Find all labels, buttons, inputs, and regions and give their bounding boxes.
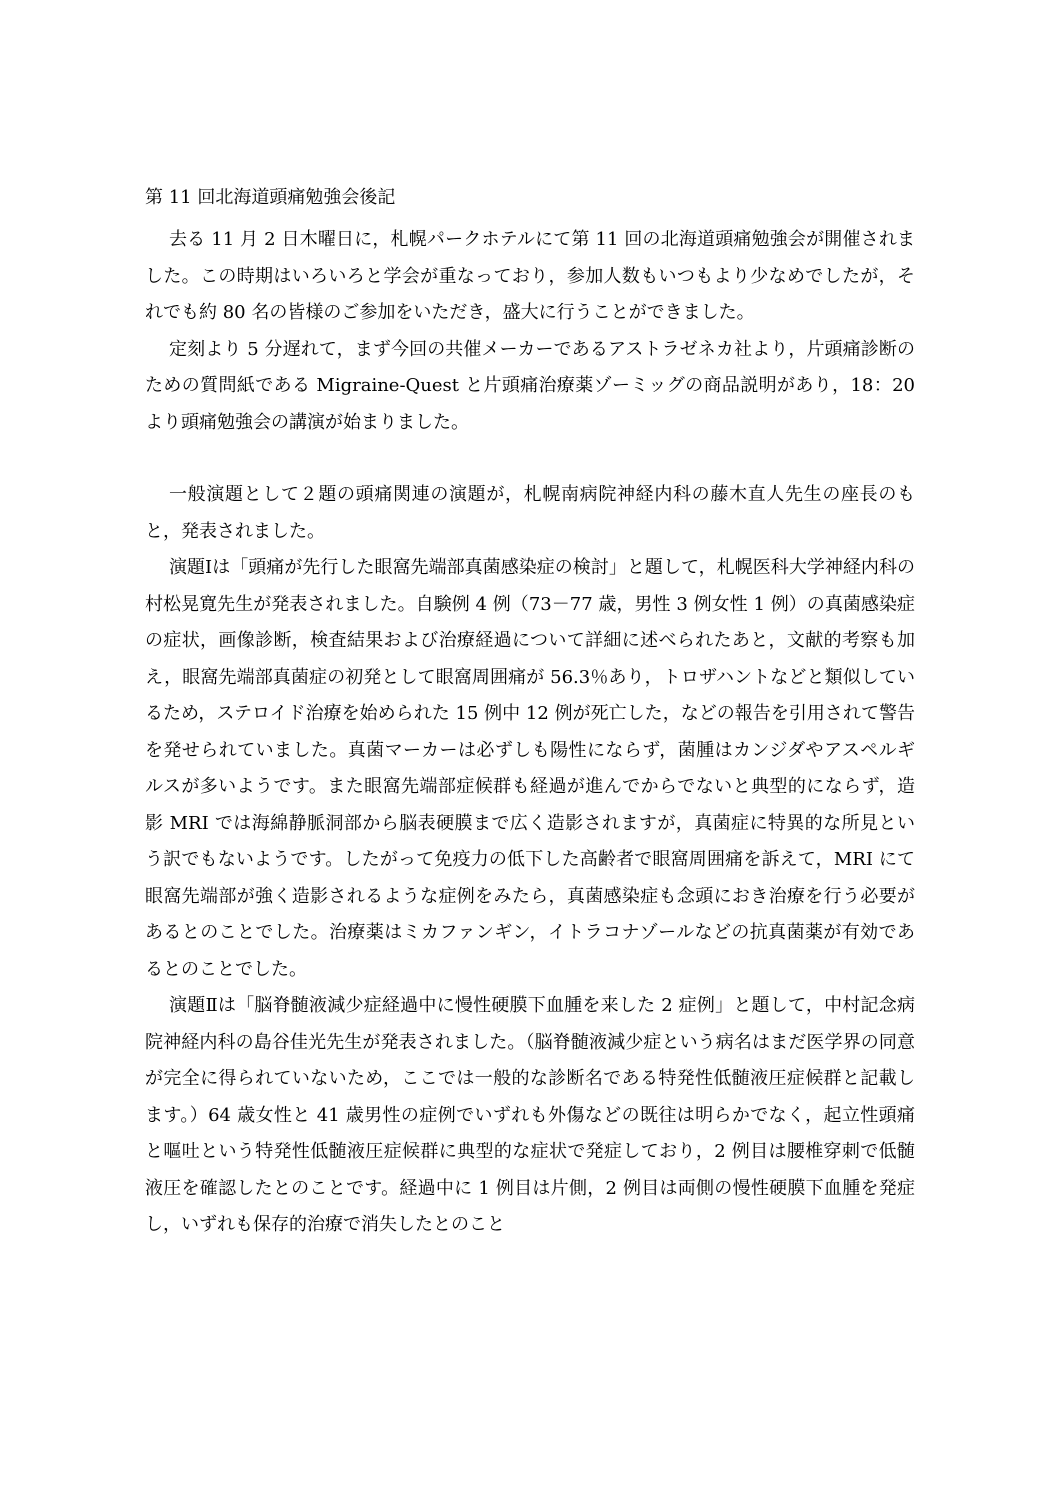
document-title: 第 11 回北海道頭痛勉強会後記 — [145, 187, 396, 208]
paragraph-presentation-1: 演題Ⅰは「頭痛が先行した眼窩先端部真菌感染症の検討」と題して，札幌医科大学神経内科の村松晃寛先生が発表されました。自験例 4 例（73－77 歳，男性 3 例女性 1 例）の真菌感染症の症状，画像診断，検査結果および治療経過について詳細に述べられたあと，文献的考察も加え，眼窩先端部真菌症の初発として眼窩周囲痛が 56.3％あり，トロザハントなどと類似しているため，ステロイド治療を始められた 15 例中 12 例が死亡した，などの報告を引用されて警告を発せられていました。真菌マーカーは必ずしも陽性にならず，菌腫はカンジダやアスペルギルスが多いようです。また眼窩先端部症候群も経過が進んでからでないと典型的にならず，造影 MRI では海綿静脈洞部から脳表硬膜まで広く造影されますが，真菌症に特異的な所見という訳でもないようです。したがって免疫力の低下した高齢者で眼窩周囲痛を訴えて，MRI にて眼窩先端部が強く造影されるような症例をみたら，真菌感染症も念頭におき治療を行う必要があるとのことでした。治療薬はミカファンギン，イトラコナゾールなどの抗真菌薬が有効であるとのことでした。 — [145, 557, 915, 980]
section-gap — [145, 441, 915, 477]
paragraph-presentation-2: 演題Ⅱは「脳脊髄液減少症経過中に慢性硬膜下血腫を来した 2 症例」と題して，中村記念病院神経内科の島谷佳光先生が発表されました。（脳脊髄液減少症という病名はまだ医学界の同意が完全に得られていないため，ここでは一般的な診断名である特発性低髄液圧症候群と記載します。）64 歳女性と 41 歳男性の症例でいずれも外傷などの既往は明らかでなく，起立性頭痛と嘔吐という特発性低髄液圧症候群に典型的な症状で発症しており，2 例目は腰椎穿刺で低髄液圧を確認したとのことです。経過中に 1 例目は片側，2 例目は両側の慢性硬膜下血腫を発症し，いずれも保存的治療で消失したとのこと — [145, 995, 916, 1235]
paragraph-opening: 去る 11 月 2 日木曜日に，札幌パークホテルにて第 11 回の北海道頭痛勉強会が開催されました。この時期はいろいろと学会が重なっており，参加人数もいつもより少なめでしたが，それでも約 80 名の皆様のご参加をいただき，盛大に行うことができました。 — [145, 229, 915, 323]
paragraph-sponsor: 定刻より 5 分遅れて，まず今回の共催メーカーであるアストラゼネカ社より，片頭痛診断のための質問紙である Migraine-Quest と片頭痛治療薬ゾーミッグの商品説明があり，18：20 より頭痛勉強会の講演が始まりました。 — [145, 338, 915, 433]
paragraph-general-presentations: 一般演題として２題の頭痛関連の演題が，札幌南病院神経内科の藤木直人先生の座長のもと，発表されました。 — [145, 484, 915, 542]
document-page — [145, 186, 915, 1244]
